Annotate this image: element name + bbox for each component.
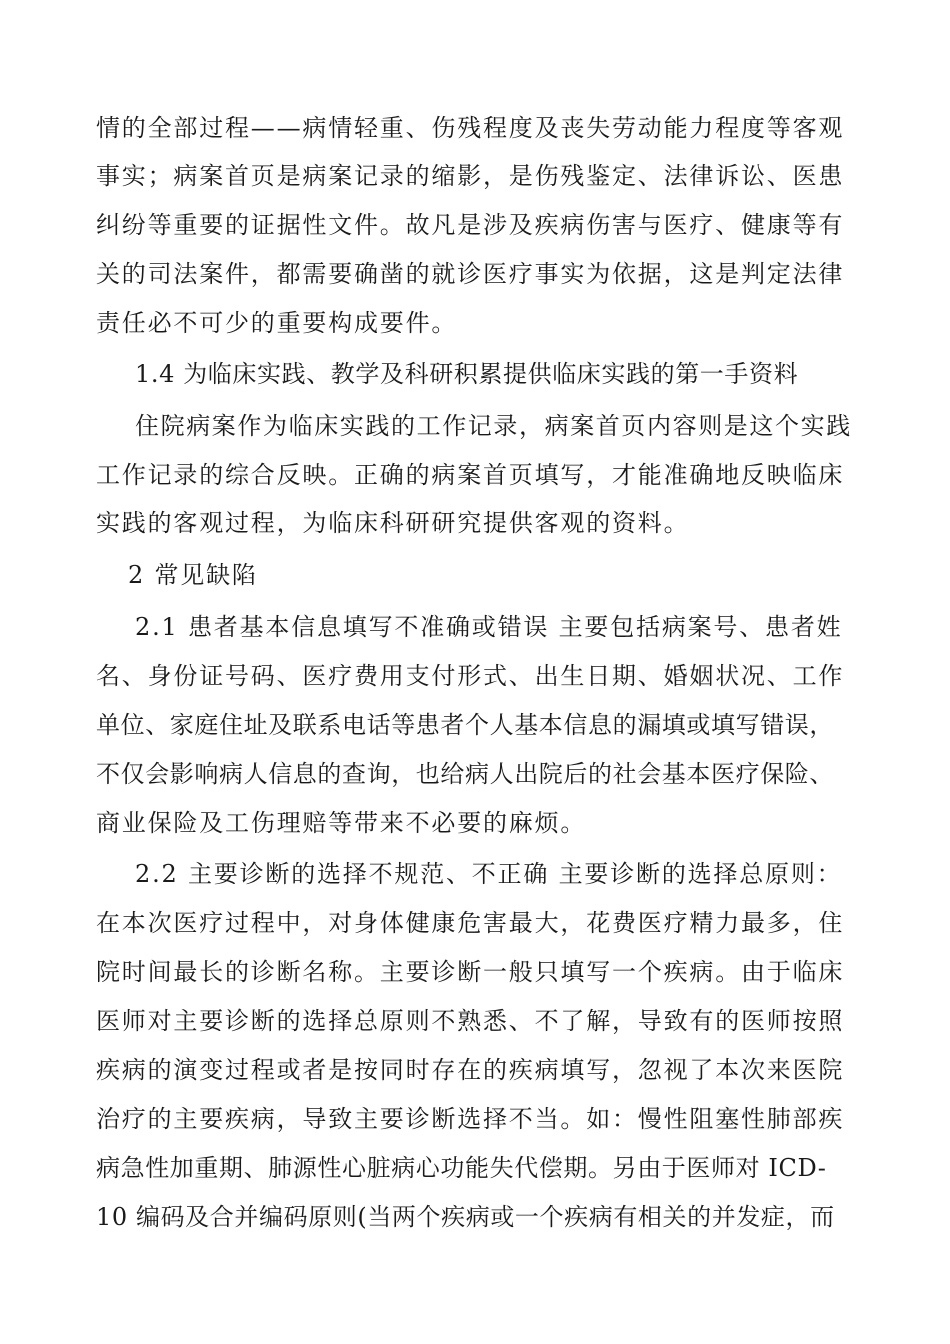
paragraph-line: 关的司法案件，都需要确凿的就诊医疗事实为依据，这是判定法律 bbox=[96, 260, 845, 288]
paragraph-line: 10 编码及合并编码原则(当两个疾病或一个疾病有相关的并发症，而 bbox=[96, 1203, 835, 1231]
paragraph-line: 院时间最长的诊断名称。主要诊断一般只填写一个疾病。由于临床 bbox=[96, 958, 845, 986]
section-heading-1-4: 1.4 为临床实践、教学及科研积累提供临床实践的第一手资料 bbox=[135, 360, 799, 388]
paragraph-line: 工作记录的综合反映。正确的病案首页填写，才能准确地反映临床 bbox=[96, 461, 845, 489]
paragraph-line: 病急性加重期、肺源性心脏病心功能失代偿期。另由于医师对 ICD- bbox=[96, 1154, 827, 1182]
paragraph-line: 情的全部过程——病情轻重、伤残程度及丧失劳动能力程度等客观 bbox=[96, 114, 845, 142]
paragraph-line: 医师对主要诊断的选择总原则不熟悉、不了解，导致有的医师按照 bbox=[96, 1007, 845, 1035]
paragraph-line: 纠纷等重要的证据性文件。故凡是涉及疾病伤害与医疗、健康等有 bbox=[96, 211, 845, 239]
paragraph-line: 2.1 患者基本信息填写不准确或错误 主要包括病案号、患者姓 bbox=[135, 613, 843, 641]
paragraph-line: 单位、家庭住址及联系电话等患者个人基本信息的漏填或填写错误， bbox=[96, 711, 834, 739]
paragraph-line: 在本次医疗过程中，对身体健康危害最大，花费医疗精力最多，住 bbox=[96, 909, 845, 937]
paragraph-line: 实践的客观过程，为临床科研研究提供客观的资料。 bbox=[96, 509, 690, 537]
paragraph-line: 名、身份证号码、医疗费用支付形式、出生日期、婚姻状况、工作 bbox=[96, 662, 845, 690]
paragraph-line: 不仅会影响病人信息的查询，也给病人出院后的社会基本医疗保险、 bbox=[96, 760, 834, 788]
paragraph-line: 商业保险及工伤理赔等带来不必要的麻烦。 bbox=[96, 809, 587, 837]
paragraph-line: 2.2 主要诊断的选择不规范、不正确 主要诊断的选择总原则： bbox=[135, 860, 843, 888]
paragraph-line: 责任必不可少的重要构成要件。 bbox=[96, 309, 458, 337]
paragraph-line: 事实；病案首页是病案记录的缩影，是伤残鉴定、法律诉讼、医患 bbox=[96, 162, 845, 190]
paragraph-line: 疾病的演变过程或者是按同时存在的疾病填写，忽视了本次来医院 bbox=[96, 1056, 845, 1084]
paragraph-line: 住院病案作为临床实践的工作记录，病案首页内容则是这个实践 bbox=[135, 412, 852, 440]
paragraph-line: 治疗的主要疾病，导致主要诊断选择不当。如：慢性阻塞性肺部疾 bbox=[96, 1105, 845, 1133]
section-heading-2: 2 常见缺陷 bbox=[128, 561, 258, 589]
